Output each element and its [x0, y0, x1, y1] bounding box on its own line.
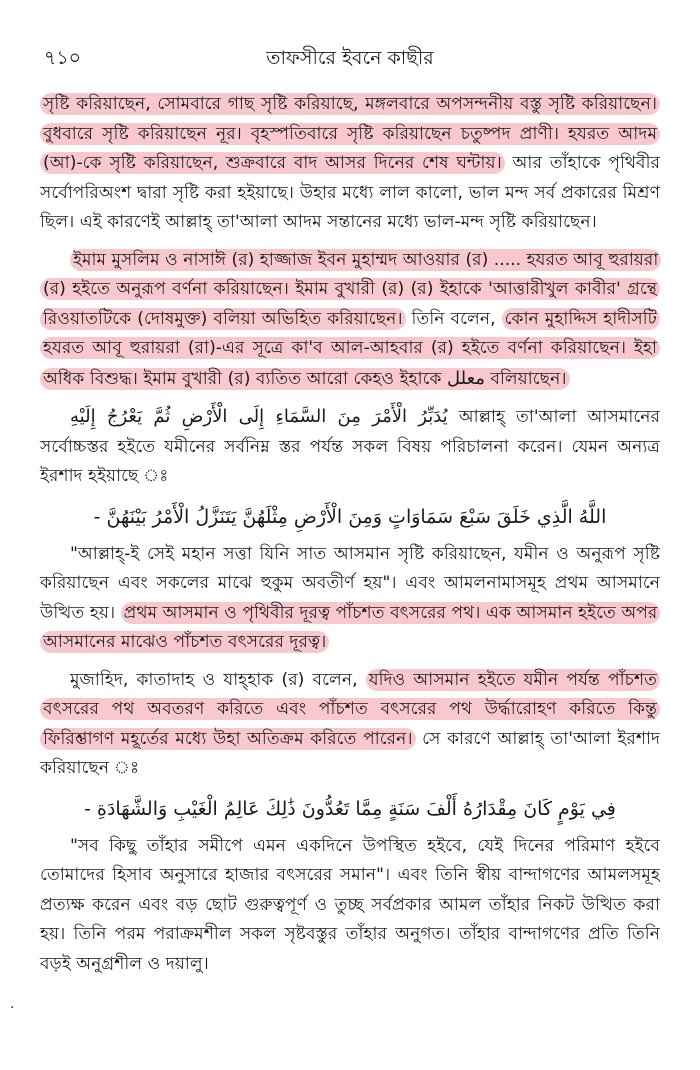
paragraph-3	[40, 402, 660, 492]
arabic-inline-verse: يُدَبِّرُ الْأَمْرَ مِنَ السَّمَاءِ إِلَى الْأَرْضِ ثُمَّ يَعْرُجُ إِلَيْهِ	[70, 406, 448, 427]
highlight: ইমাম মুসলিম ও নাসাঈ (র) হাজ্জাজ ইবন মুহাম্মদ আওয়ার (র) ..... হযরত আবূ হুরায়রা (র) হইতে অনুরূপ বর্ণনা করিয়াছেন। ইমাম বুখারী (র) (র) ইহাকে 'আত্তারীখুল কাবীর' গ্রন্থে রিওয়াতটিকে (দোষমুক্ত) বলিয়া অভিহিত করিয়াছেন।	[40, 249, 661, 330]
quote-text: "আল্লাহ্-ই সেই মহান সত্তা যিনি সাত আসমান সৃষ্টি করিয়াছেন, যমীন ও অনুরূপ সৃষ্টি করিয়াছেন এবং সকলের মাঝে হুকুম অবতীর্ণ হয়"। এবং আমলনামাসমূহ প্রথম আসমানে উত্থিত হয়।	[40, 543, 660, 623]
paragraph-5	[40, 666, 660, 784]
paragraph-text: আল্লাহ্ তা'আলা আসমানের সর্বোচ্চস্তর হইতে যমীনের সর্বনিম্ন স্তর পর্যন্ত সকল বিষয় পরিচালনা করেন। যেমন অন্যত্র ইরশাদ হইয়াছে ঃ	[40, 407, 660, 486]
arabic-word: معلل	[446, 367, 485, 389]
paragraph-text: সে কারণে আল্লাহ্ তা'আলা ইরশাদ করিয়াছেন ঃ	[40, 728, 661, 778]
page-number: ৭১০	[44, 47, 82, 69]
page-body	[40, 90, 660, 987]
paragraph-text: আর তাঁহাকে পৃথিবীর সর্বোপরিঅংশ দ্বারা সৃষ্টি করা হইয়াছে। উহার মধ্যে লাল কালো, ভাল মন্দ সর্ব প্রকারের মিশ্রণ ছিল। এই কারণেই আল্লাহ্ তা'আলা আদম সন্তানের মধ্যে ভাল-মন্দ সৃষ্টি করিয়াছেন।	[40, 153, 660, 232]
highlight-text: কোন মুহাদ্দিস হাদীসটি হযরত আবূ হুরায়রা (রা)-এর সূত্রে কা'ব আল-আহবার (র) হইতে বর্ণনা করিয়াছেন। ইহা অধিক বিশুদ্ধ। ইমাম বুখারী (র) ব্যতিত আরো কেহও ইহাকে	[43, 308, 657, 389]
paragraph-text: মুজাহিদ, কাতাদাহ ও যাহ্হাক (র) বলেন,	[70, 669, 366, 690]
arabic-verse-1: اللَّهُ الَّذِي خَلَقَ سَبْعَ سَمَاوَاتٍ وَمِنَ الْأَرْضِ مِثْلَهُنَّ يَتَنَزَّلُ الْأَمْرُ بَيْنَهُنَّ -	[93, 505, 607, 528]
paragraph-2	[40, 246, 660, 395]
highlight: সৃষ্টি করিয়াছেন, সোমবারে গাছ সৃষ্টি করিয়াছে, মঙ্গলবারে অপসন্দনীয় বস্তু সৃষ্টি করিয়াছেন। বুধবারে সৃষ্টি করিয়াছেন নূর। বৃহস্পতিবারে সৃষ্টি করিয়াছেন চতুষ্পদ প্রাণী। হযরত আদম (আ)-কে সৃষ্টি করিয়াছেন, শুক্রবারে বাদ আসর দিনের শেষ ঘন্টায়।	[40, 93, 660, 174]
highlight-text-end: বলিয়াছেন।	[490, 368, 567, 389]
paragraph-6	[40, 832, 660, 980]
page-header	[38, 40, 662, 74]
paragraph-text: তিনি বলেন,	[405, 308, 502, 329]
highlight: প্রথম আসমান ও পৃথিবীর দূরত্ব পাঁচশত বৎসরের পথ। এক আসমান হইতে অপর আসমানের মাঝেও পাঁচশত বৎসরের দূরত্ব।	[40, 602, 660, 654]
paragraph-1	[40, 90, 660, 238]
paragraph-4	[40, 540, 660, 658]
highlight: যদিও আসমান হইতে যমীন পর্যন্ত পাঁচশত বৎসরের পথ অবতরণ করিতে এবং পাঁচশত বৎসরের পথ উর্দ্ধারোহণ করিতে কিন্তু ফিরিশ্তাগণ মহূর্তের মধ্যে উহা অতিক্রম করিতে পারেন।	[40, 669, 660, 750]
arabic-verse-2: فِي يَوْمٍ كَانَ مِقْدَارُهُ أَلْفَ سَنَةٍ مِمَّا تَعُدُّونَ ذَٰلِكَ عَالِمُ الْغَيْبِ وَالشَّهَادَةِ -	[84, 797, 616, 820]
paragraph-text: "সব কিছু তাঁহার সমীপে এমন একদিনে উপস্থিত হইবে, যেই দিনের পরিমাণ হইবে তোমাদের হিসাব অনুসারে হাজার বৎসরের সমান"। এবং তিনি স্বীয় বান্দাগণের আমলসমূহ প্রত্যক্ষ করেন এবং বড় ছোট গুরুত্বপূর্ণ ও তুচ্ছ সর্বপ্রকার আমল তাঁহার নিকট উত্থিত করা হয়। তিনি পরম পরাক্রমশীল সকল সৃষ্টবস্তুর তাঁহার অনুগত। তাঁহার বান্দাগণের প্রতি তিনি বড়ই অনুগ্রশীল ও দয়ালু।	[40, 835, 660, 974]
margin-mark: ·	[10, 1000, 15, 1016]
running-title: তাফসীরে ইবনে কাছীর	[266, 47, 434, 69]
